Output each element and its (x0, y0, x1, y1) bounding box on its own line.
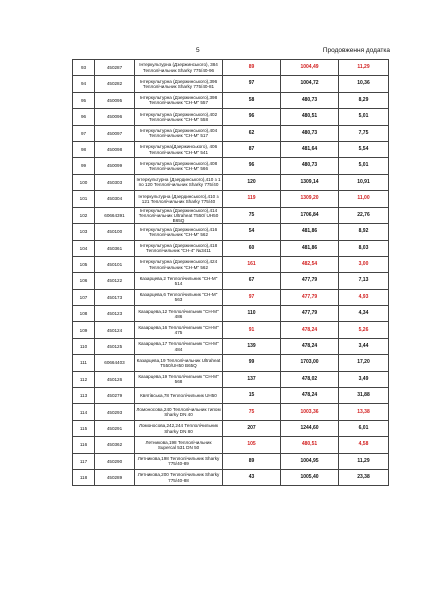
price-value: 482,54 (281, 256, 339, 272)
price-value: 1706,84 (281, 207, 339, 224)
table-row (73, 453, 389, 469)
quantity-value: 67 (223, 273, 281, 289)
row-number: 107 (73, 289, 95, 305)
row-number: 102 (73, 207, 95, 224)
table-row (73, 207, 389, 224)
price-value: 481,86 (281, 240, 339, 256)
rate-value: 8,92 (339, 224, 389, 240)
rate-value: 3,44 (339, 338, 389, 354)
table-body (73, 60, 389, 486)
rate-value: 10,91 (339, 174, 389, 190)
meter-code: 450100 (95, 224, 135, 240)
price-value: 1004,72 (281, 76, 339, 92)
price-value: 1703,00 (281, 355, 339, 371)
meter-code: 450293 (95, 404, 135, 420)
table-row (73, 109, 389, 125)
meter-address: Інтеркультурна (Дзержинського),418 Теплолічильник "СН-4" №3411 (135, 240, 223, 256)
meter-address: Летникова,198 Теплолічильник Sharky 775/40-89 (135, 453, 223, 469)
table-row (73, 388, 389, 404)
table-row (73, 174, 389, 190)
row-number: 106 (73, 273, 95, 289)
row-number: 109 (73, 322, 95, 338)
rate-value: 22,76 (339, 207, 389, 224)
page-number: 5 (196, 47, 200, 54)
meter-address: Казарцева,12 Теплолічильник "СН-М" 486 (135, 306, 223, 322)
price-value: 480,51 (281, 437, 339, 453)
continuation-label: Продовження додатка (322, 47, 390, 54)
rate-value: 7,75 (339, 125, 389, 141)
rate-value: 13,38 (339, 404, 389, 420)
meter-code: 450125 (95, 338, 135, 354)
meter-code: 450099 (95, 158, 135, 174)
meter-code: 450362 (95, 437, 135, 453)
rate-value: 3,00 (339, 256, 389, 272)
meter-address: Інтеркультурна (Дзержинського),398 Теплолічильник "СН-М" 557 (135, 92, 223, 108)
table-row (73, 322, 389, 338)
meter-address: Казарцева,19 Теплолічильник "СН-М" 568 (135, 371, 223, 387)
meter-address: Інтеркультурна (Дзержинського),404 Теплолічильник "СН-М" 517 (135, 125, 223, 141)
meter-code: 450303 (95, 174, 135, 190)
rate-value: 4,93 (339, 289, 389, 305)
meter-code: 450096 (95, 109, 135, 125)
row-number: 93 (73, 60, 95, 76)
quantity-value: 97 (223, 76, 281, 92)
quantity-value: 105 (223, 437, 281, 453)
meter-code: 60664403 (95, 355, 135, 371)
price-value: 1004,49 (281, 60, 339, 76)
meter-code: 450289 (95, 469, 135, 485)
meter-address: Інтеркультурна (Дзержинського),408 Теплолічильник "СН-М" 566 (135, 158, 223, 174)
quantity-value: 99 (223, 355, 281, 371)
quantity-value: 207 (223, 420, 281, 436)
price-value: 1309,14 (281, 174, 339, 190)
row-number: 110 (73, 338, 95, 354)
price-value: 480,73 (281, 92, 339, 108)
table-row (73, 371, 389, 387)
row-number: 103 (73, 224, 95, 240)
rate-value: 11,00 (339, 191, 389, 207)
meter-address: Ломоносова,242,244 Теплолічильник Sharky DN 80 (135, 420, 223, 436)
rate-value: 11,29 (339, 453, 389, 469)
price-value: 1244,60 (281, 420, 339, 436)
rate-value: 31,88 (339, 388, 389, 404)
table-row (73, 289, 389, 305)
table-row (73, 92, 389, 108)
meter-address: Інтеркультурна (Дзержинського), 384 Теплолічильник Sharky 775/40-96 (135, 60, 223, 76)
quantity-value: 43 (223, 469, 281, 485)
row-number: 113 (73, 388, 95, 404)
quantity-value: 75 (223, 404, 281, 420)
rate-value: 4,34 (339, 306, 389, 322)
meter-code: 450122 (95, 273, 135, 289)
table-row (73, 240, 389, 256)
table-row (73, 437, 389, 453)
meter-address: Інтеркультурна (Дзержинського),402 Теплолічильник "СН-М" 558 (135, 109, 223, 125)
meter-code: 450361 (95, 240, 135, 256)
rate-value: 4,58 (339, 437, 389, 453)
price-value: 480,73 (281, 125, 339, 141)
rate-value: 8,29 (339, 92, 389, 108)
meter-address: Летникова,200 Теплолічильник Sharky 775/40-88 (135, 469, 223, 485)
meters-table (72, 59, 389, 486)
table-row (73, 420, 389, 436)
row-number: 96 (73, 109, 95, 125)
table-row (73, 125, 389, 141)
table-row (73, 76, 389, 92)
price-value: 478,24 (281, 322, 339, 338)
meter-address: Ломоносова,240 Теплолічильник типом Sharky DN 40 (135, 404, 223, 420)
table-row (73, 355, 389, 371)
row-number: 118 (73, 469, 95, 485)
quantity-value: 62 (223, 125, 281, 141)
row-number: 114 (73, 404, 95, 420)
table-row (73, 306, 389, 322)
quantity-value: 137 (223, 371, 281, 387)
meter-code: 450287 (95, 60, 135, 76)
quantity-value: 89 (223, 60, 281, 76)
row-number: 95 (73, 92, 95, 108)
price-value: 1005,40 (281, 469, 339, 485)
row-number: 117 (73, 453, 95, 469)
price-value: 478,02 (281, 371, 339, 387)
rate-value: 17,20 (339, 355, 389, 371)
meter-code: 450126 (95, 371, 135, 387)
rate-value: 3,49 (339, 371, 389, 387)
row-number: 100 (73, 174, 95, 190)
rate-value: 10,36 (339, 76, 389, 92)
quantity-value: 60 (223, 240, 281, 256)
rate-value: 23,38 (339, 469, 389, 485)
rate-value: 7,13 (339, 273, 389, 289)
quantity-value: 87 (223, 141, 281, 157)
quantity-value: 58 (223, 92, 281, 108)
price-value: 480,73 (281, 158, 339, 174)
price-value: 481,64 (281, 141, 339, 157)
meter-code: 450098 (95, 141, 135, 157)
meter-code: 450304 (95, 191, 135, 207)
rate-value: 6,01 (339, 420, 389, 436)
price-value: 1003,36 (281, 404, 339, 420)
rate-value: 5,01 (339, 109, 389, 125)
table-row (73, 338, 389, 354)
row-number: 111 (73, 355, 95, 371)
meter-code: 450291 (95, 420, 135, 436)
table-row (73, 273, 389, 289)
meter-address: Квятівська,78 Теплолічильник UH50 (135, 388, 223, 404)
meter-code: 450290 (95, 453, 135, 469)
price-value: 481,86 (281, 224, 339, 240)
quantity-value: 161 (223, 256, 281, 272)
meter-address: Казарцева,17 Теплолічильник "СН-М" 484 (135, 338, 223, 354)
row-number: 116 (73, 437, 95, 453)
quantity-value: 96 (223, 109, 281, 125)
row-number: 115 (73, 420, 95, 436)
quantity-value: 54 (223, 224, 281, 240)
meter-code: 450282 (95, 76, 135, 92)
meter-address: Летникова,198 Теплолічильник Supercal 531 DN 50 (135, 437, 223, 453)
row-number: 94 (73, 76, 95, 92)
table-row (73, 224, 389, 240)
table-row (73, 469, 389, 485)
row-number: 104 (73, 240, 95, 256)
meter-code: 60664391 (95, 207, 135, 224)
table-row (73, 256, 389, 272)
meter-address: Казарцева,16 Теплолічильник "СН-М" 475 (135, 322, 223, 338)
meter-code: 450095 (95, 92, 135, 108)
row-number: 98 (73, 141, 95, 157)
quantity-value: 15 (223, 388, 281, 404)
meter-address: Інтеркультурна (Дзержинського),416 Теплолічильник "СН-М" 562 (135, 224, 223, 240)
table-row (73, 191, 389, 207)
table-row (73, 404, 389, 420)
meter-address: Інтеркультурна (Дзердинського),410 з 121 Теплолічильник Sharky 775/40 (135, 191, 223, 207)
table-row (73, 60, 389, 76)
price-value: 1004,95 (281, 453, 339, 469)
rate-value: 5,54 (339, 141, 389, 157)
rate-value: 8,03 (339, 240, 389, 256)
quantity-value: 96 (223, 158, 281, 174)
row-number: 112 (73, 371, 95, 387)
table-row (73, 141, 389, 157)
meter-address: Казарцева,6 Теплолічильник "СН-М" 563 (135, 289, 223, 305)
row-number: 108 (73, 306, 95, 322)
quantity-value: 110 (223, 306, 281, 322)
meter-code: 450097 (95, 125, 135, 141)
row-number: 105 (73, 256, 95, 272)
meter-address: Інтеркультурна (Дзержинського),414 Теплолічильник Ultraheat T550/ UH50 B65Q (135, 207, 223, 224)
price-value: 477,79 (281, 306, 339, 322)
price-value: 477,79 (281, 273, 339, 289)
meter-code: 450124 (95, 322, 135, 338)
table-row (73, 158, 389, 174)
quantity-value: 75 (223, 207, 281, 224)
quantity-value: 119 (223, 191, 281, 207)
meter-address: Інтеркультурна (Дзержинського),424 Теплолічильник "СН-М" 562 (135, 256, 223, 272)
meter-code: 450279 (95, 388, 135, 404)
meter-address: Казарцева,19 Теплолічильник Ultraheat T550/UH50 B65Q (135, 355, 223, 371)
price-value: 478,24 (281, 338, 339, 354)
row-number: 97 (73, 125, 95, 141)
quantity-value: 97 (223, 289, 281, 305)
price-value: 480,51 (281, 109, 339, 125)
rate-value: 5,26 (339, 322, 389, 338)
rate-value: 11,29 (339, 60, 389, 76)
quantity-value: 91 (223, 322, 281, 338)
meter-code: 450173 (95, 289, 135, 305)
meter-address: Інтеркультурна (Дзержинського),396 Теплолічильник Sharky 775/40-81 (135, 76, 223, 92)
meter-code: 450123 (95, 306, 135, 322)
meter-code: 450101 (95, 256, 135, 272)
price-value: 478,24 (281, 388, 339, 404)
quantity-value: 120 (223, 174, 281, 190)
price-value: 477,79 (281, 289, 339, 305)
quantity-value: 139 (223, 338, 281, 354)
row-number: 101 (73, 191, 95, 207)
meter-address: Інтеркультурна (Дзердинського),410 з 1 по 120 Теплолічильник Sharky 775/40 (135, 174, 223, 190)
quantity-value: 89 (223, 453, 281, 469)
row-number: 99 (73, 158, 95, 174)
meter-address: Інтеркультурна(Дзержинського), 406 Теплолічильник "СН-М" 541 (135, 141, 223, 157)
rate-value: 5,01 (339, 158, 389, 174)
price-value: 1309,20 (281, 191, 339, 207)
meter-address: Казарцева,2 Теплолічильник "СН-М" 514 (135, 273, 223, 289)
